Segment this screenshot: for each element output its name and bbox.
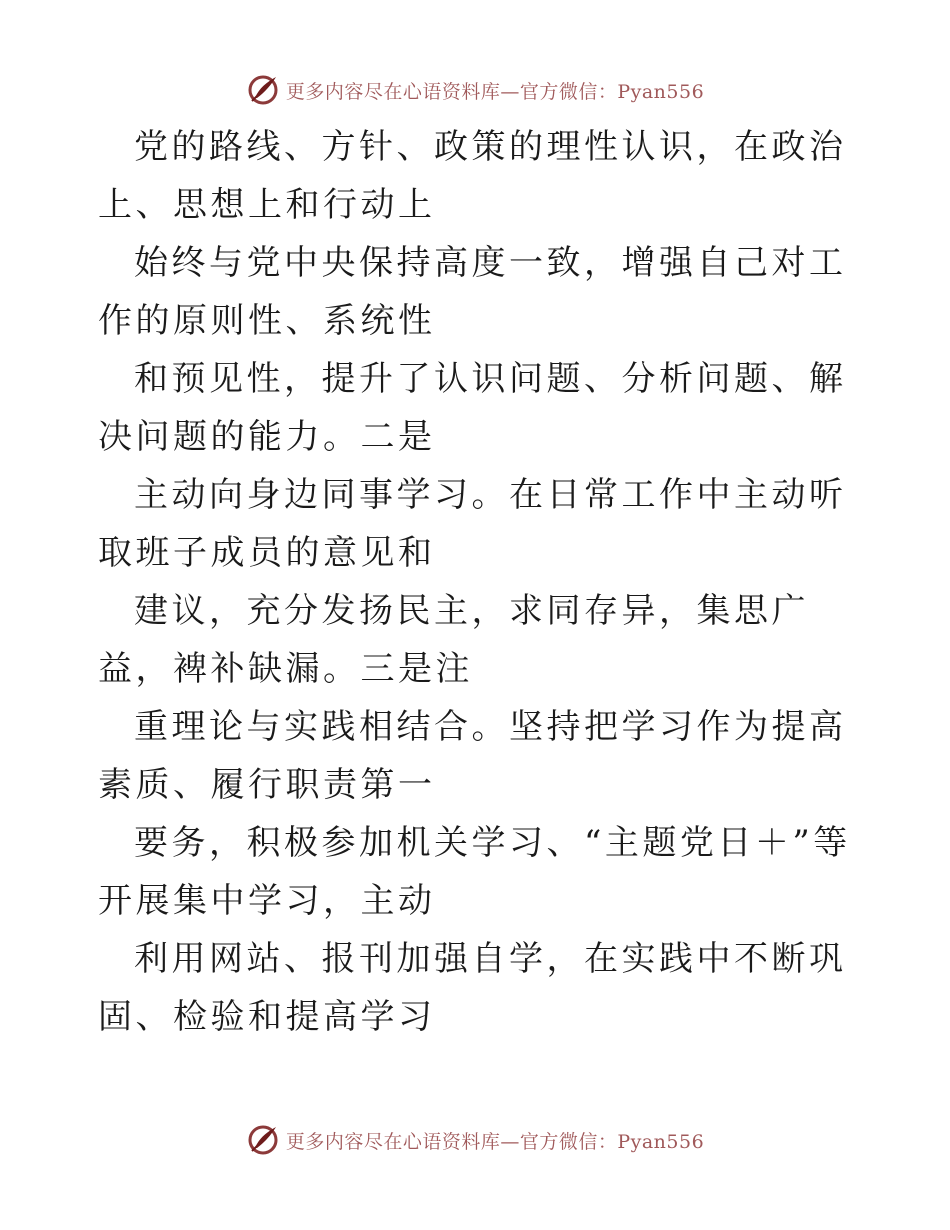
header-banner-text: 更多内容尽在心语资料库—官方微信：Pyan556 [285,80,705,103]
paragraph-7: 要务，积极参加机关学习、“主题党日＋”等开展集中学习，主动 [98,823,851,921]
quill-pen-logo-icon [246,1123,280,1157]
paragraph-3: 和预见性，提升了认识问题、分析问题、解决问题的能力。二是 [98,359,847,457]
header-banner [0,70,950,110]
footer-banner [0,1120,950,1160]
paragraph-6: 重理论与实践相结合。坚持把学习作为提高素质、履行职责第一 [98,707,847,805]
paragraph-8: 利用网站、报刊加强自学，在实践中不断巩固、检验和提高学习 [98,939,847,1037]
paragraph-1: 党的路线、方针、政策的理性认识，在政治上、思想上和行动上 [98,127,847,225]
footer-banner-text: 更多内容尽在心语资料库—官方微信：Pyan556 [285,1130,705,1153]
document-body [98,118,858,1046]
paragraph-2: 始终与党中央保持高度一致，增强自己对工作的原则性、系统性 [98,243,847,341]
paragraph-4: 主动向身边同事学习。在日常工作中主动听取班子成员的意见和 [98,475,847,573]
quill-pen-logo-icon [246,73,280,107]
paragraph-5: 建议，充分发扬民主，求同存异，集思广益，裨补缺漏。三是注 [98,591,809,689]
